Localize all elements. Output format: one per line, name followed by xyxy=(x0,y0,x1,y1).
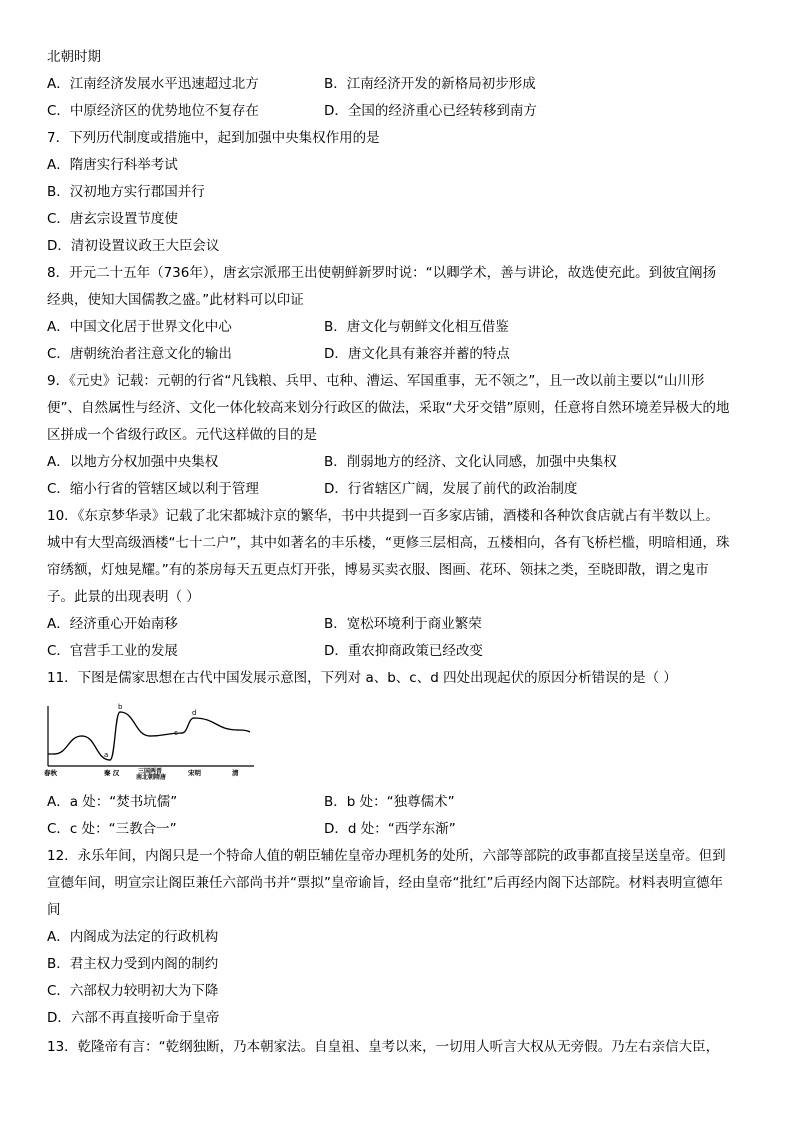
data-point-2 xyxy=(109,759,111,761)
x-tick-label-2-line-1: 三国两晋 xyxy=(138,768,163,775)
x-tick-label-4: 清 xyxy=(232,769,239,777)
q10-stem-line-1: 10．《东京梦华录》记载了北宋都城汴京的繁华，书中共提到一百多家店铺，酒楼和各种饮食店就占有半数以上。 xyxy=(47,508,719,524)
q10-option-d: D．重农抑商政策已经改变 xyxy=(324,643,483,659)
q9-stem-line-3: 区拼成一个省级行政区。元代这样做的目的是 xyxy=(47,427,317,443)
q10-stem-line-4: 子。此景的出现表明（ ） xyxy=(47,589,200,605)
data-point-6 xyxy=(193,717,195,719)
data-point-3 xyxy=(119,711,121,713)
q12-option-d: D．六部不再直接听命于皇帝 xyxy=(47,1010,220,1026)
q11-option-a: A．a 处：“焚书坑儒” xyxy=(47,794,178,810)
q6-stem-tail: 北朝时期 xyxy=(47,49,101,65)
q11-option-d: D．d 处：“西学东渐” xyxy=(324,821,456,837)
q7-option-d: D．清初设置议政王大臣会议 xyxy=(47,238,220,254)
q6-option-b: B．江南经济开发的新格局初步形成 xyxy=(324,76,536,92)
x-tick-label-2-line-2: 南北朝隋唐 xyxy=(136,774,167,780)
data-point-7 xyxy=(237,729,239,731)
q12-stem-line-3: 间 xyxy=(47,902,61,918)
data-point-1 xyxy=(81,735,83,737)
q8-stem-line-2: 经典，使知大国儒教之盛。”此材料可以印证 xyxy=(47,292,304,308)
q6-option-a: A．江南经济发展水平迅速超过北方 xyxy=(47,76,259,92)
q10-option-c: C．官营手工业的发展 xyxy=(47,643,178,659)
annotation-b: b xyxy=(118,703,123,711)
data-line xyxy=(48,712,250,760)
q6-option-c: C．中原经济区的优势地位不复存在 xyxy=(47,103,259,119)
q9-stem-line-2: 便”、自然属性与经济、文化一体化较高来划分行政区的做法，采取“犬牙交错”原则，任意将自然环境差异极大的地 xyxy=(47,400,730,416)
q10-option-a: A．经济重心开始南移 xyxy=(47,616,178,632)
annotation-d: d xyxy=(192,709,197,717)
q12-option-c: C．六部权力较明初大为下降 xyxy=(47,983,219,999)
q12-stem-line-2: 宣德年间，明宣宗让阁臣兼任六部尚书并“票拟”皇帝谕旨，经由皇帝“批红”后再经内阁下达部院。材料表明宣德年 xyxy=(47,875,723,891)
q8-option-d: D．唐文化具有兼容并蓄的特点 xyxy=(324,346,510,362)
q12-option-b: B．君主权力受到内阁的制约 xyxy=(47,956,219,972)
x-tick-label-3: 宋明 xyxy=(188,769,201,777)
q9-option-a: A．以地方分权加强中央集权 xyxy=(47,454,219,470)
data-point-5 xyxy=(181,732,183,734)
q8-option-c: C．唐朝统治者注意文化的输出 xyxy=(47,346,232,362)
q11-option-b: B．b 处：“独尊儒术” xyxy=(324,794,455,810)
q7-option-b: B．汉初地方实行郡国并行 xyxy=(47,184,205,200)
chart-line xyxy=(48,711,250,761)
q9-option-c: C．缩小行省的管辖区域以利于管理 xyxy=(47,481,259,497)
q6-option-d: D．全国的经济重心已经转移到南方 xyxy=(324,103,537,119)
q11-stem: 11．下图是儒家思想在古代中国发展示意图，下列对 a、b、c、d 四处出现起伏的原因分析错误的是（ ） xyxy=(47,670,677,686)
q12-option-a: A．内阁成为法定的行政机构 xyxy=(47,929,219,945)
q9-option-b: B．削弱地方的经济、文化认同感，加强中央集权 xyxy=(324,454,617,470)
data-point-0 xyxy=(53,753,55,755)
x-tick-label-1: 秦 汉 xyxy=(104,769,120,777)
q10-option-b: B．宽松环境利于商业繁荣 xyxy=(324,616,482,632)
chart-ticks xyxy=(44,767,239,780)
confucianism-development-chart xyxy=(42,702,264,780)
q10-stem-line-2: 城中有大型高级酒楼“七十二户”，其中如著名的丰乐楼，“更修三层相高，五楼相向，各有飞桥栏槛，明暗相通，珠 xyxy=(47,535,730,551)
q12-stem-line-1: 12．永乐年间，内阁只是一个特命人值的朝臣辅佐皇帝办理机务的处所，六部等部院的政事都直接呈送皇帝。但到 xyxy=(47,848,726,864)
q7-stem: 7．下列历代制度或措施中，起到加强中央集权作用的是 xyxy=(47,130,380,146)
q8-option-a: A．中国文化居于世界文化中心 xyxy=(47,319,232,335)
q9-option-d: D．行省辖区广阔，发展了前代的政治制度 xyxy=(324,481,578,497)
q8-stem-line-1: 8．开元二十五年（736年），唐玄宗派邢王出使朝鲜新罗时说：“以卿学术，善与讲论，故选使充此。到彼宜阐扬 xyxy=(47,265,717,281)
data-point-4 xyxy=(149,735,151,737)
q8-option-b: B．唐文化与朝鲜文化相互借鉴 xyxy=(324,319,509,335)
annotation-c: c xyxy=(174,729,178,737)
q13-stem: 13．乾隆帝有言：“乾纲独断，乃本朝家法。自皇祖、皇考以来，一切用人听言大权从无旁假。乃左右亲信大臣， xyxy=(47,1039,720,1055)
q10-stem-line-3: 帘绣额，灯烛晃耀。”有的茶房每天五更点灯开张，博易买卖衣服、图画、花环、领抹之类，至晓即散，谓之鬼市 xyxy=(47,562,709,578)
q7-option-a: A．隋唐实行科举考试 xyxy=(47,157,178,173)
chart-annotations xyxy=(104,703,196,759)
annotation-a: a xyxy=(104,751,109,759)
q7-option-c: C．唐玄宗设置节度使 xyxy=(47,211,178,227)
x-tick-label-0: 春秋 xyxy=(44,769,57,777)
q11-option-c: C．c 处：“三教合一” xyxy=(47,821,177,837)
q9-stem-line-1: 9．《元史》记载：元朝的行省“凡钱粮、兵甲、屯种、漕运、军国重事，无不领之”，且一改以前主要以“山川形 xyxy=(47,373,705,389)
